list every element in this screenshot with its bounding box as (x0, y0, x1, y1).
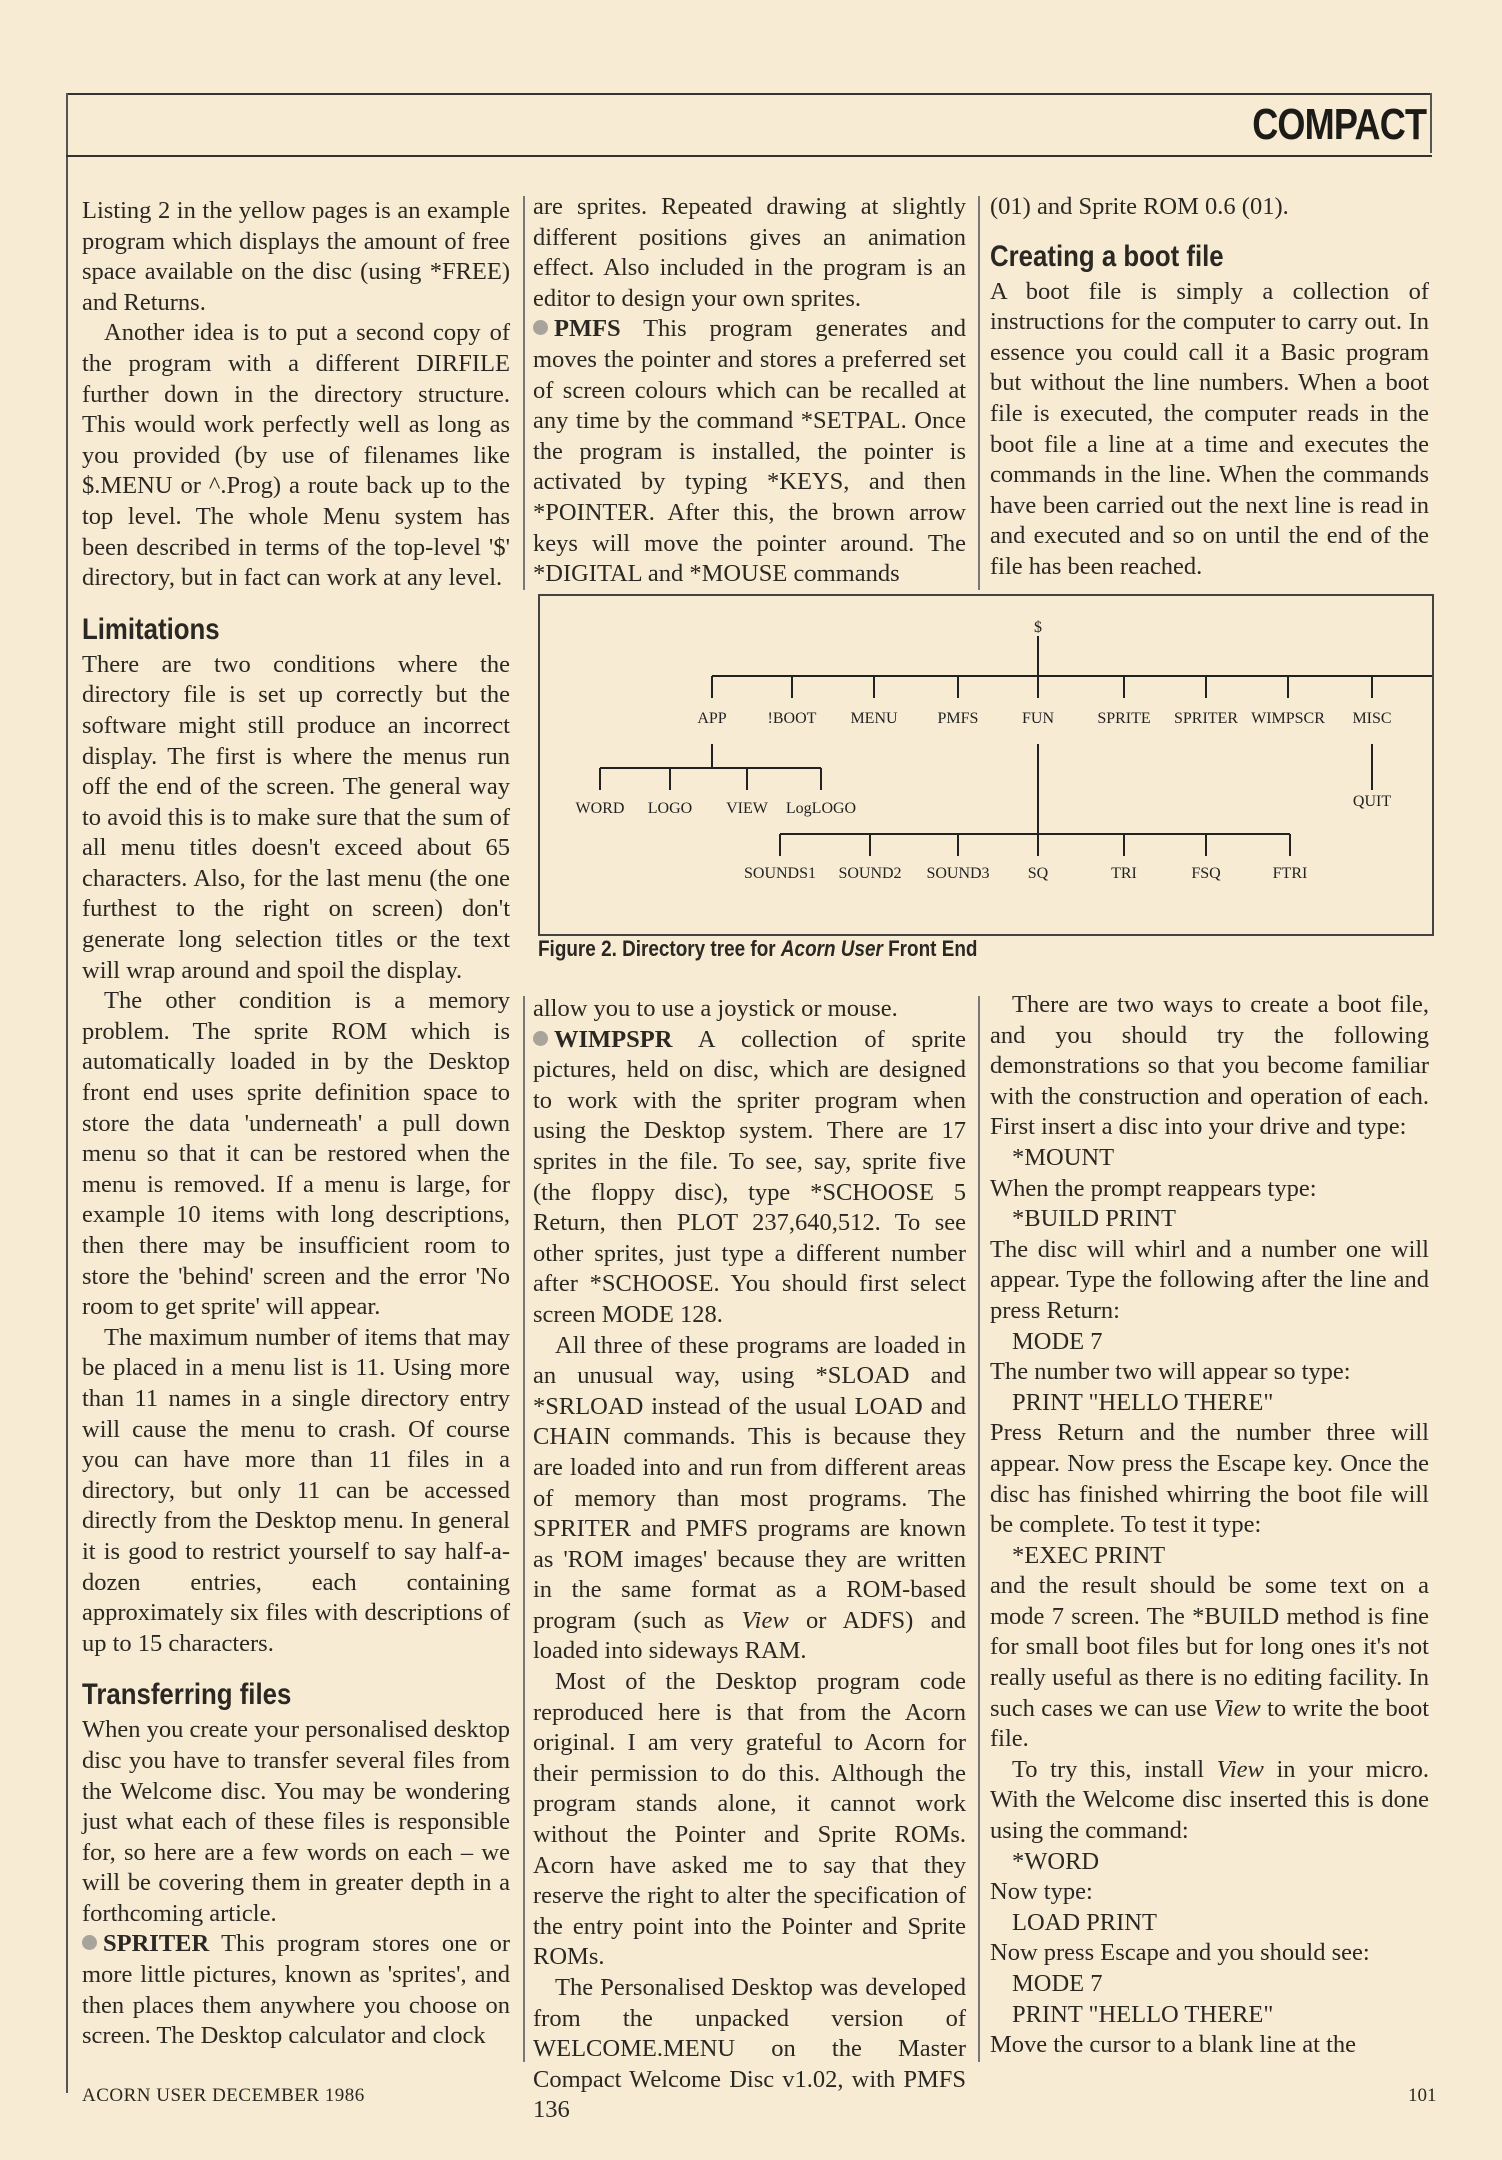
paragraph (533, 1331, 966, 1668)
header-rule (66, 155, 1432, 157)
tree-node-level1-1: !BOOT (767, 710, 817, 727)
bullet-icon (82, 1935, 97, 1950)
paragraph: When the prompt reappears type: (990, 1174, 1317, 1202)
command-line: *EXEC PRINT (1012, 1541, 1166, 1569)
program-name: PMFS (554, 315, 621, 343)
bullet-icon (533, 320, 548, 335)
page-number: 101 (1408, 2085, 1437, 2106)
column-3-top (990, 192, 1429, 583)
paragraph-text: This program generates and moves the pointer and stores a preferred set of screen colours which can be recalled at any time by the command *SETPAL. Once the program is installed, the pointer is activated by typing *KEYS, and then *POINTER. After this, the brown arrow keys will move the pointer around. The *DIGITAL and *MOUSE commands (533, 315, 966, 588)
tree-node-fun_children-4: TRI (1111, 865, 1137, 882)
paragraph: Move the cursor to a blank line at the (990, 2031, 1357, 2059)
tree-node-app_children-0: WORD (575, 800, 625, 817)
paragraph: Most of the Desktop program code reproduced here is that from the Acorn original. I am very grateful to Acorn for their permission to do this. Although the program stands alone, it cannot work without the Pointer and Sprite ROMs. Acorn have asked me to say that they reserve the right to alter the specification of the entry point into the Pointer and Sprite ROMs. (533, 1668, 966, 1971)
paragraph: The Personalised Desktop was developed from the unpacked version of WELCOME.MENU on the Master Compact Welcome Disc v1.02, with PMFS 136 (533, 1974, 966, 2124)
paragraph: The other condition is a memory problem. The sprite ROM which is automatically loaded in by the Desktop front end uses sprite definition space to store the data 'underneath' a pull down menu so that it can be restored when the menu is removed. If a menu is large, for example 10 items with long descriptions, then there may be insufficient room to store the 'behind' screen and the error 'No room to get sprite' will appear. (82, 987, 510, 1321)
tree-node-level1-0: APP (697, 710, 727, 727)
tree-node-misc_children-0: QUIT (1352, 793, 1392, 810)
paragraph (990, 1755, 1429, 1847)
tree-node-level1-8: MISC (1352, 710, 1392, 727)
tree-node-fun_children-5: FSQ (1191, 865, 1221, 882)
tree-node-fun_children-0: SOUNDS1 (743, 865, 817, 882)
paragraph: Another idea is to put a second copy of the program with a different DIRFILE further down in the directory structure. This would work perfectly well as long as you provided (by use of filenames like $.MENU or ^.Prog) a route back up to the top level. The whole Menu system has been described in terms of the top-level '$' directory, but in fact can work at any level. (82, 319, 510, 592)
paragraph: There are two conditions where the directory file is set up correctly but the software might still produce an incorrect display. The first is where the menus run off the end of the screen. The general way to avoid this is to make sure that the sum of all menu titles doesn't exceed about 65 characters. Also, for the last menu (the one furthest to the right on screen) don't generate long selection titles or the text will wrap around and spoil the display. (82, 650, 510, 984)
heading-transferring-files: Transferring files (82, 1678, 292, 1712)
paragraph-text: All three of these programs are loaded in an unusual way, using *SLOAD and *SRLOAD instead of the usual LOAD and CHAIN commands. This is because they are loaded into and run from different areas of memory than most programs. The SPRITER and PMFS programs are known as 'ROM images' because they are written in the same format as a ROM-based program (such as (533, 1331, 966, 1634)
command-line: LOAD PRINT (1012, 1908, 1157, 1936)
paragraph: The number two will appear so type: (990, 1358, 1351, 1386)
column-1 (82, 196, 510, 2052)
command-line: MODE 7 (1012, 1970, 1103, 1997)
tree-node-level1-7: WIMPSCR (1251, 710, 1325, 727)
tree-node-app_children-1: LOGO (647, 800, 693, 817)
tree-node-fun_children-2: SOUND3 (926, 865, 990, 882)
paragraph-text: This program stores one or more little pictures, known as 'sprites', and then places them anywhere you choose on screen. The Desktop calculator and clock (82, 1930, 510, 2050)
column-rule (523, 996, 525, 2062)
bullet-icon (533, 1031, 548, 1046)
paragraph-text: to write the boot file. (990, 1694, 1430, 1753)
tree-node-level1-2: MENU (850, 710, 898, 727)
page-frame-top (66, 93, 1432, 95)
tree-node-level1-3: PMFS (937, 710, 979, 727)
paragraph: The disc will whirl and a number one will appear. Type the following after the line and press Return: (990, 1235, 1429, 1324)
command-line: PRINT "HELLO THERE" (1012, 1388, 1274, 1416)
paragraph: When you create your personalised desktop disc you have to transfer several files from the Welcome disc. You may be wondering just what each of these files is responsible for, so here are a few words on each – we will be covering them in greater depth in a forthcoming article. (82, 1716, 510, 1927)
section-title: COMPACT (1252, 100, 1426, 149)
paragraph: Now type: (990, 1878, 1093, 1906)
directory-tree-diagram (540, 596, 1432, 934)
tree-node-level1-6: SPRITER (1173, 710, 1239, 727)
page-frame-right (1430, 93, 1432, 153)
program-name: SPRITER (103, 1930, 210, 1958)
column-rule (523, 196, 525, 590)
paragraph-text: A collection of sprite pictures, held on disc, which are designed to work with the spriter program when using the Desktop system. There are 17 sprites in the file. To see, say, sprite five (the floppy disc), type *SCHOOSE 5 Return, then PLOT 237,640,512. To see other sprites, just type a different number after *SCHOOSE. You should first select screen MODE 128. (533, 1025, 966, 1328)
paragraph-text: To try this, install (1012, 1755, 1217, 1783)
heading-creating-boot-file: Creating a boot file (990, 239, 1224, 273)
paragraph: are sprites. Repeated drawing at slightly different positions gives an animation effect. Also included in the program is an editor to design your own sprites. (533, 193, 966, 312)
tree-node-app_children-2: VIEW (726, 800, 768, 817)
column-rule (978, 996, 980, 2062)
paragraph-pmfs (533, 314, 966, 589)
column-2-bottom (533, 994, 966, 2126)
page-frame-left (66, 93, 68, 2093)
command-line: *BUILD PRINT (1012, 1205, 1177, 1233)
figure-directory-tree (538, 594, 1434, 936)
italic-title: View (1213, 1694, 1261, 1722)
caption-italic: Acorn User (780, 936, 883, 961)
tree-node-fun_children-3: SQ (1027, 865, 1049, 882)
footer-issue: ACORN USER DECEMBER 1986 (82, 2085, 365, 2106)
italic-title: View (1216, 1755, 1264, 1783)
paragraph: (01) and Sprite ROM 0.6 (01). (990, 193, 1289, 220)
paragraph: allow you to use a joystick or mouse. (533, 995, 898, 1022)
tree-node-fun_children-6: FTRI (1272, 865, 1308, 882)
italic-title: View (741, 1606, 789, 1634)
caption-text: Front End (882, 936, 978, 961)
caption-text: Figure 2. Directory tree for (538, 936, 781, 961)
figure-caption (538, 936, 977, 962)
paragraph-text: or ADFS) and loaded into sideways RAM. (533, 1606, 966, 1665)
paragraph (990, 1571, 1429, 1755)
paragraph-wimpspr (533, 1025, 966, 1331)
command-line: MODE 7 (1012, 1327, 1103, 1355)
paragraph-text: in your micro. With the Welcome disc inserted this is done using the command: (990, 1755, 1429, 1845)
command-line: PRINT "HELLO THERE" (1012, 2000, 1274, 2028)
tree-node-fun_children-1: SOUND2 (838, 865, 902, 882)
column-3-bottom (990, 990, 1429, 2061)
tree-node-level1-4: FUN (1021, 710, 1055, 727)
tree-node-level1-5: SPRITE (1097, 710, 1151, 727)
paragraph: The maximum number of items that may be placed in a menu list is 11. Using more than 11 names in a single directory entry will cause the menu to crash. Of course you can have more than 11 files in a directory, but only 11 can be accessed directly from the Desktop menu. In general it is good to restrict yourself to say half-a-dozen entries, each containing approximately six files with descriptions of up to 15 characters. (82, 1323, 510, 1657)
paragraph: Now press Escape and you should see: (990, 1939, 1370, 1967)
paragraph: A boot file is simply a collection of instructions for the computer to carry out. In essence you could call it a Basic program but without the line numbers. When a boot file is executed, the computer reads in the boot file a line at a time and executes the commands in the line. When the commands have been carried out the next line is read in and executed and so on until the end of the file has been reached. (990, 277, 1429, 580)
tree-node-root: $ (1034, 619, 1042, 636)
command-line: *MOUNT (1012, 1143, 1115, 1171)
program-name: WIMPSPR (554, 1025, 673, 1053)
column-rule (978, 196, 980, 590)
paragraph: Listing 2 in the yellow pages is an example program which displays the amount of free space available on the disc (using *FREE) and Returns. (82, 197, 510, 316)
command-line: *WORD (1012, 1847, 1100, 1875)
paragraph-text: and the result should be some text on a mode 7 screen. The *BUILD method is fine for small boot files but for long ones it's not really useful as there is no editing facility. In such cases we can use (990, 1572, 1429, 1722)
paragraph: Press Return and the number three will appear. Now press the Escape key. Once the disc has finished whirring the boot file will be complete. To test it type: (990, 1419, 1429, 1539)
tree-node-app_children-3: LogLOGO (785, 800, 857, 817)
column-2-top (533, 192, 966, 590)
paragraph: There are two ways to create a boot file, and you should try the following demonstrations so that you become familiar with the construction and operation of each. First insert a disc into your drive and type: (990, 991, 1429, 1141)
heading-limitations: Limitations (82, 612, 220, 646)
paragraph-spriter (82, 1929, 510, 2051)
